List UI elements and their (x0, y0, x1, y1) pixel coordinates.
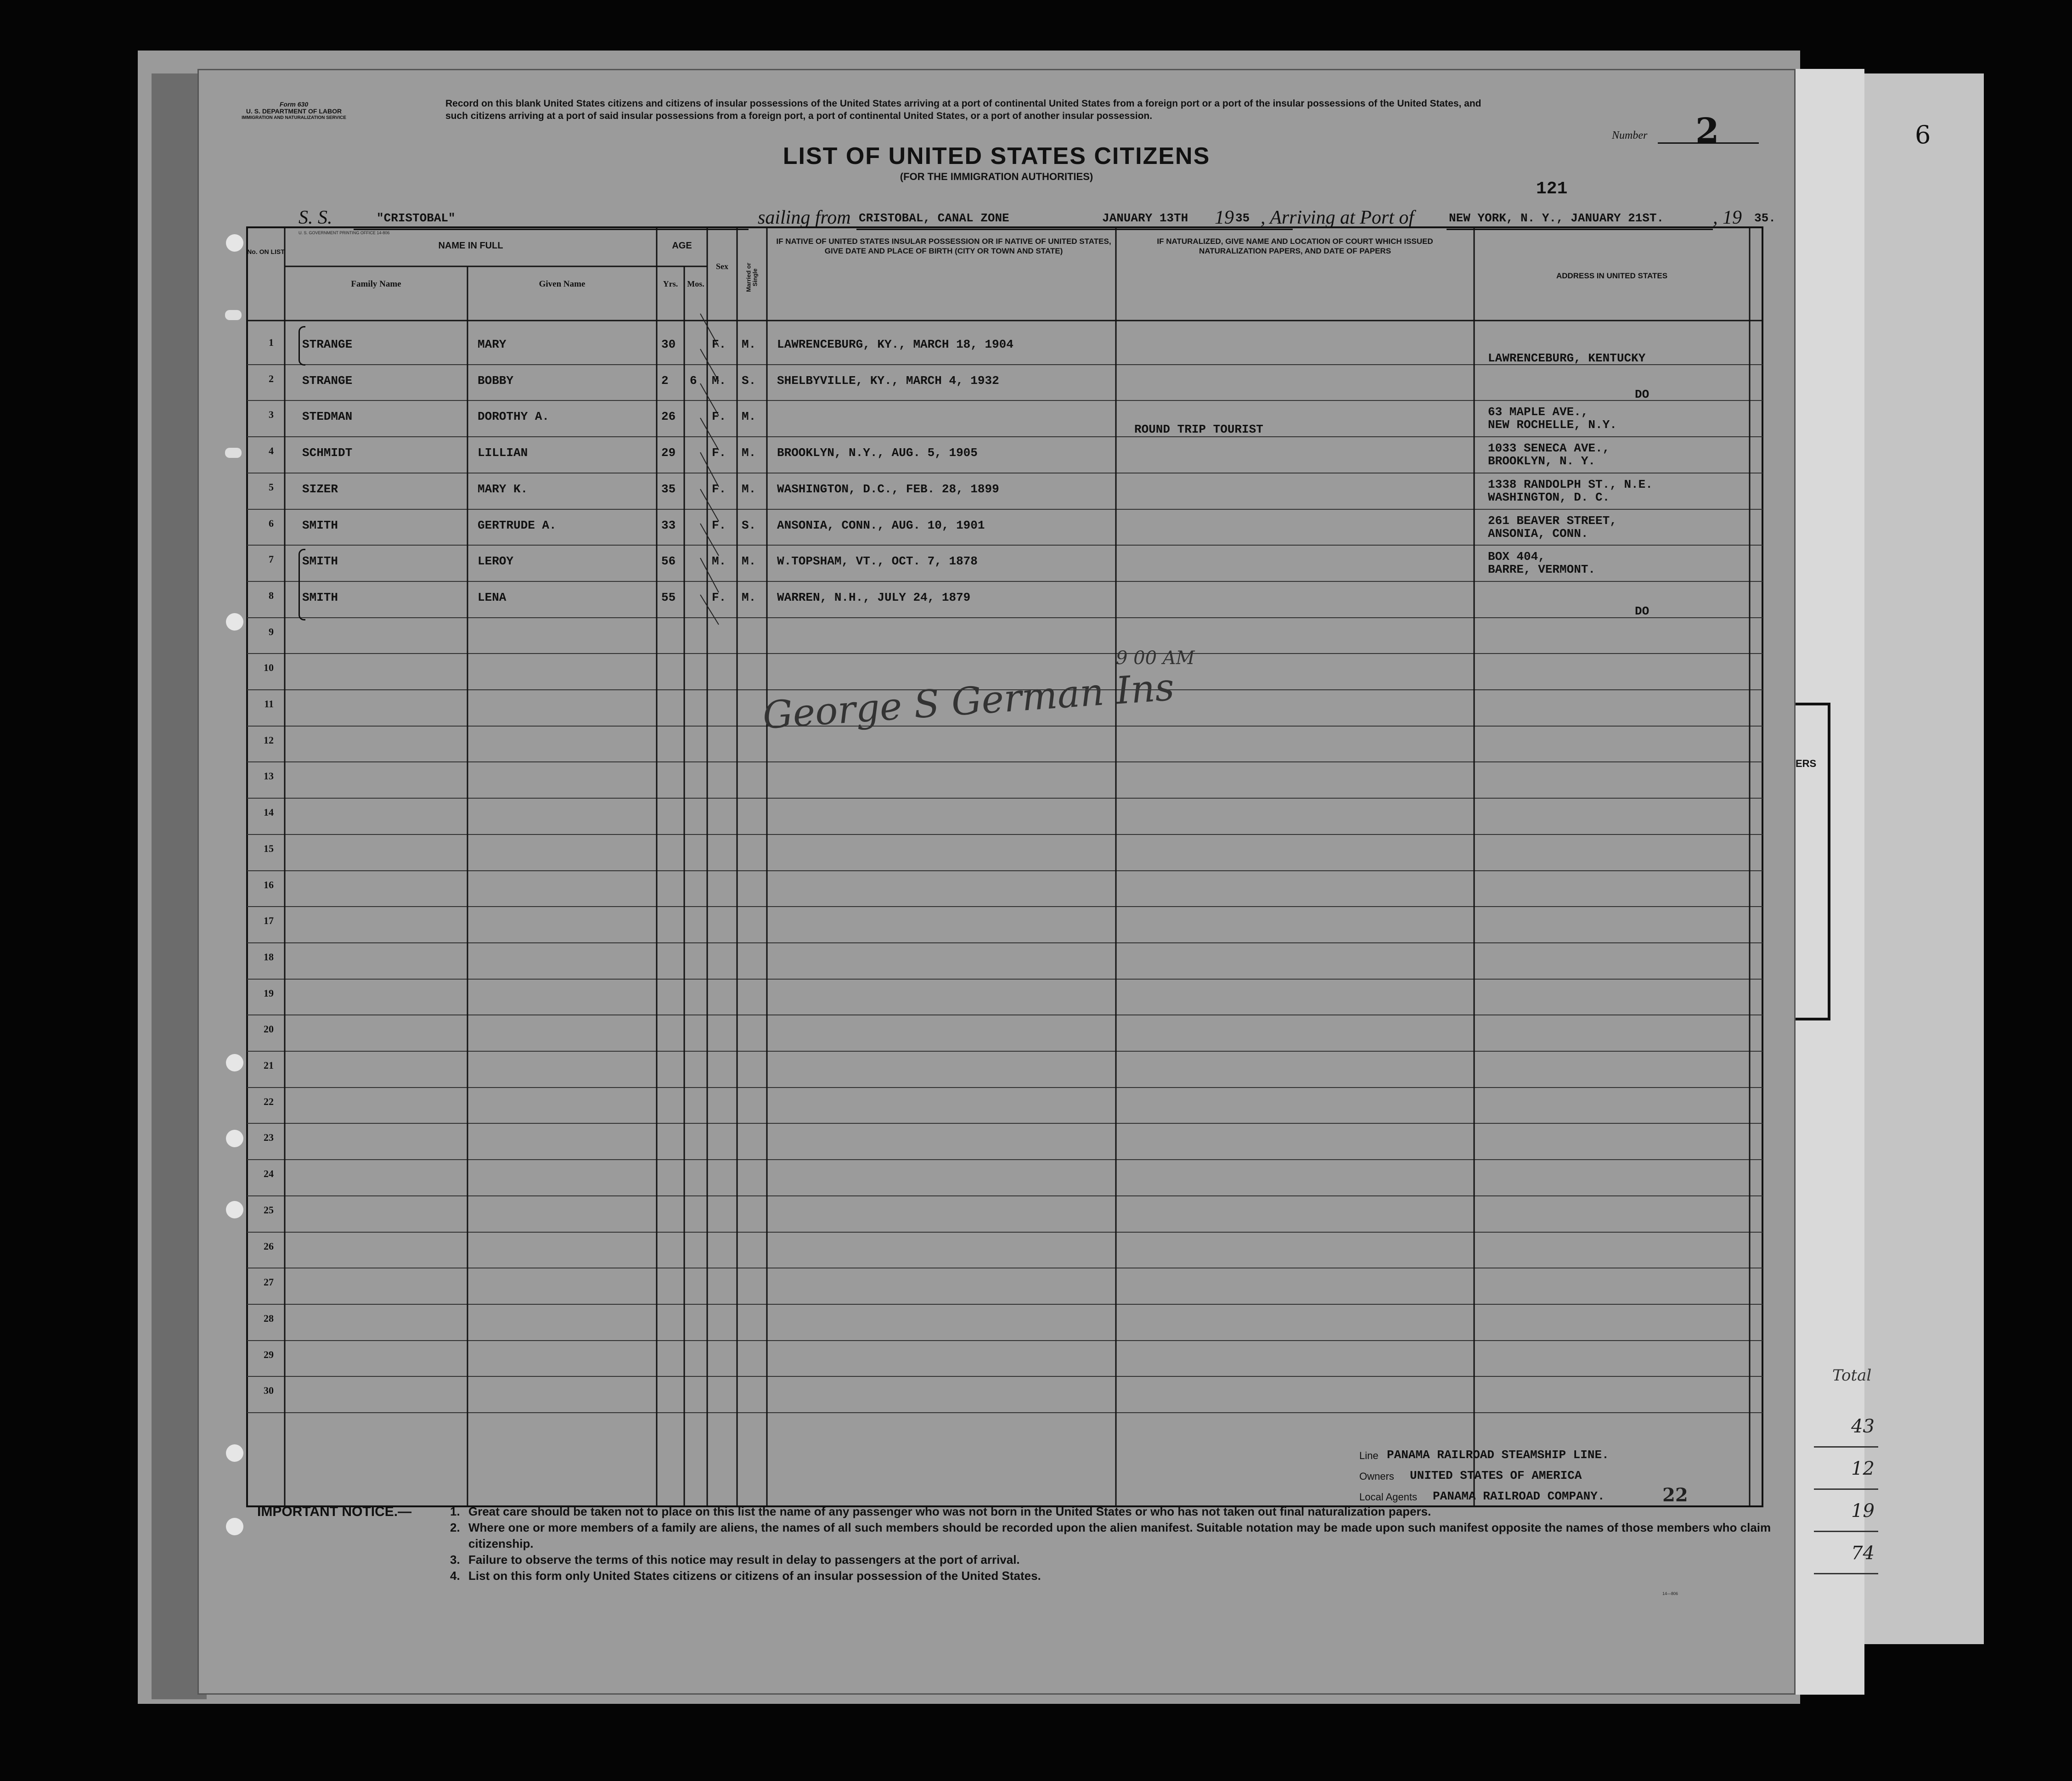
given-name-cell: MARY (478, 338, 507, 351)
side-tab-frame (1791, 703, 1830, 1020)
notice-items (450, 1504, 1782, 1584)
header-address: ADDRESS IN UNITED STATES (1556, 271, 1668, 280)
notice-number: 3. (450, 1553, 460, 1567)
agents-label: Local Agents (1359, 1491, 1417, 1503)
birth-cell: SHELBYVILLE, KY., MARCH 4, 1932 (777, 374, 999, 388)
arriving-label: , Arriving at Port of (1261, 207, 1414, 228)
row-number: 1 (269, 337, 274, 348)
notice-lead: IMPORTANT NOTICE.— (257, 1504, 412, 1519)
sail-date: JANUARY 13TH (1102, 211, 1188, 225)
marital-status-cell: M. (742, 446, 756, 460)
header-married-or-single: Married or Single (745, 263, 759, 292)
row-number: 26 (264, 1240, 274, 1252)
marital-status-cell: M. (742, 554, 756, 568)
given-name-cell: BOBBY (478, 374, 514, 388)
sex-cell: F. (712, 519, 726, 532)
address-line-2: DO (1635, 604, 1650, 618)
row-number: 25 (264, 1204, 274, 1216)
row-number: 21 (264, 1060, 274, 1071)
side-total-value: 19 (1814, 1490, 1878, 1532)
header-sex: Sex (716, 262, 728, 271)
sex-cell: F. (712, 591, 726, 604)
row-number: 20 (264, 1023, 274, 1035)
punch-hole (226, 1130, 243, 1147)
row-number: 18 (264, 951, 274, 963)
punch-hole (226, 613, 243, 631)
notice-number: 2. (450, 1521, 460, 1534)
family-name-cell: SMITH (302, 519, 338, 532)
marital-status-cell: M. (742, 591, 756, 604)
row-number: 16 (264, 879, 274, 890)
notice-number: 1. (450, 1505, 460, 1518)
row-number: 28 (264, 1313, 274, 1324)
number-label: Number (1612, 130, 1648, 141)
header-birth: IF NATIVE OF UNITED STATES INSULAR POSSESSION OR IF NATIVE OF UNITED STATES, GIVE DATE AND PLACE OF BIRTH (CITY OR TOWN AND STATE) (776, 237, 1111, 255)
address-line-2: WASHINGTON, D. C. (1488, 490, 1610, 504)
family-name-cell: SMITH (302, 591, 338, 604)
side-total-value: 12 (1814, 1448, 1878, 1490)
family-name-cell: STEDMAN (302, 410, 353, 423)
punch-hole (226, 1444, 243, 1462)
sail-year: 35 (1235, 211, 1250, 225)
manifest-page (197, 69, 1796, 1695)
age-years-cell: 56 (661, 554, 676, 568)
line-value: PANAMA RAILROAD STEAMSHIP LINE. (1387, 1448, 1609, 1462)
arrive-year: 35. (1754, 211, 1776, 225)
row-number: 2 (269, 373, 274, 384)
age-years-cell: 55 (661, 591, 676, 604)
side-tab-text: ERS (1796, 758, 1817, 769)
header-age: AGE (672, 241, 692, 251)
side-total-value: 43 (1814, 1405, 1878, 1448)
sex-cell: F. (712, 338, 726, 351)
ship-name: "CRISTOBAL" (377, 211, 456, 225)
row-number: 14 (264, 806, 274, 818)
row-number: 7 (269, 553, 274, 565)
address-line-1: 1033 SENECA AVE., (1488, 441, 1610, 455)
row-number: 3 (269, 409, 274, 420)
row-number: 30 (264, 1385, 274, 1396)
given-name-cell: MARY K. (478, 482, 528, 496)
inspector-signature: George S German Ins (761, 665, 1176, 738)
sex-cell: M. (712, 554, 726, 568)
birth-cell: LAWRENCEBURG, KY., MARCH 18, 1904 (777, 338, 1013, 351)
given-name-cell: LENA (478, 591, 507, 604)
row-number: 15 (264, 843, 274, 854)
sailing-label: sailing from (758, 207, 851, 228)
age-years-cell: 2 (661, 374, 669, 388)
address-line-2: BROOKLYN, N. Y. (1488, 454, 1596, 468)
header-mos: Mos. (687, 279, 704, 288)
address-line-2: NEW ROCHELLE, N.Y. (1488, 418, 1617, 432)
page-title: LIST OF UNITED STATES CITIZENS (783, 143, 1211, 169)
owners-value: UNITED STATES OF AMERICA (1410, 1469, 1582, 1482)
age-years-cell: 30 (661, 338, 676, 351)
row-number: 11 (264, 698, 274, 710)
marital-status-cell: S. (742, 519, 756, 532)
row-number: 27 (264, 1276, 274, 1288)
binding-clip (225, 310, 242, 320)
marital-status-cell: M. (742, 482, 756, 496)
notice-text: List on this form only United States citizens or citizens of an insular possession of the United States. (468, 1569, 1041, 1583)
notice-item (450, 1568, 1782, 1584)
row-number: 6 (269, 518, 274, 529)
notice-text: Failure to observe the terms of this notice may result in delay to passengers at the port of arrival. (468, 1553, 1020, 1567)
sex-cell: F. (712, 482, 726, 496)
address-line-2: DO (1635, 388, 1650, 401)
address-line-1: 261 BEAVER STREET, (1488, 514, 1617, 528)
record-instructions: Record on this blank United States citizens and citizens of insular possessions of the United States arriving at a port of continental United States from a foreign port or a port of the insular possessions of the United States, and such citizens arriving at a port of said insular possessions from a foreign port, a port of continental United States, or a port of another insular possession. (445, 98, 1481, 121)
notice-text: Great care should be taken not to place on this list the name of any passenger who was not born in the United States or who has not taken out final naturalization papers. (468, 1505, 1431, 1518)
side-page-number: 6 (1915, 120, 1931, 149)
row-number: 17 (264, 915, 274, 926)
marital-status-cell: M. (742, 410, 756, 423)
age-years-cell: 35 (661, 482, 676, 496)
age-months-cell: 6 (690, 374, 697, 388)
line-label: Line (1359, 1450, 1379, 1461)
row-number: 8 (269, 590, 274, 601)
side-total-label: Total (1832, 1366, 1872, 1385)
family-name-cell: SCHMIDT (302, 446, 353, 460)
row-number: 4 (269, 445, 274, 457)
family-name-cell: SMITH (302, 554, 338, 568)
address-line-2: LAWRENCEBURG, KENTUCKY (1488, 351, 1646, 365)
header-yrs: Yrs. (663, 279, 678, 288)
side-totals (1814, 1405, 1878, 1574)
form-number: Form 630 (279, 101, 309, 108)
list-number-value: 2 (1695, 111, 1719, 151)
list-serial-number: 121 (1536, 179, 1568, 199)
notice-text: Where one or more members of a family are aliens, the names of all such members should be recorded upon the alien manifest. Suitable notation may be made upon such manifest opposite the names of those members who claim citizenship. (468, 1521, 1771, 1550)
marital-status-cell: S. (742, 374, 756, 388)
naturalization-cell: ROUND TRIP TOURIST (1134, 423, 1263, 436)
address-line-1: BOX 404, (1488, 550, 1545, 564)
notice-item (450, 1504, 1782, 1520)
header-given-name: Given Name (539, 279, 586, 289)
row-number: 9 (269, 626, 274, 637)
from-port: CRISTOBAL, CANAL ZONE (859, 211, 1009, 225)
row-number: 12 (264, 734, 274, 746)
binding-clip (225, 448, 242, 458)
family-name-cell: STRANGE (302, 374, 353, 388)
sex-cell: F. (712, 446, 726, 460)
row-number: 23 (264, 1132, 274, 1143)
year-prefix: 19 (1215, 207, 1234, 228)
given-name-cell: GERTRUDE A. (478, 519, 557, 532)
row-number: 10 (264, 662, 274, 673)
department-name: U. S. DEPARTMENT OF LABOR (246, 107, 342, 115)
row-number: 19 (264, 987, 274, 999)
given-name-cell: LILLIAN (478, 446, 528, 460)
address-line-1: 63 MAPLE AVE., (1488, 405, 1588, 419)
age-years-cell: 29 (661, 446, 676, 460)
page-subtitle: (FOR THE IMMIGRATION AUTHORITIES) (900, 171, 1093, 182)
form-code: 14—806 (1662, 1591, 1678, 1596)
ss-label: S. S. (298, 207, 332, 228)
family-brace (298, 326, 305, 366)
sex-cell: M. (712, 374, 726, 388)
row-number: 29 (264, 1349, 274, 1360)
age-years-cell: 33 (661, 519, 676, 532)
owners-label: Owners (1359, 1471, 1394, 1482)
birth-cell: ANSONIA, CONN., AUG. 10, 1901 (777, 519, 985, 532)
side-total-value: 74 (1814, 1532, 1878, 1574)
given-name-cell: LEROY (478, 554, 514, 568)
row-number: 13 (264, 770, 274, 782)
header-name-in-full: NAME IN FULL (438, 241, 503, 251)
birth-cell: BROOKLYN, N.Y., AUG. 5, 1905 (777, 446, 978, 460)
family-brace (298, 549, 305, 620)
marital-status-cell: M. (742, 338, 756, 351)
to-port: NEW YORK, N. Y., JANUARY 21ST. (1449, 211, 1664, 225)
punch-hole (226, 234, 243, 252)
address-line-2: BARRE, VERMONT. (1488, 563, 1596, 576)
punch-hole (226, 1054, 243, 1071)
page-count: 22 (1662, 1484, 1688, 1506)
header-no-on-list: No. ON LIST (247, 248, 285, 255)
birth-cell: WASHINGTON, D.C., FEB. 28, 1899 (777, 482, 999, 496)
age-years-cell: 26 (661, 410, 676, 423)
row-number: 24 (264, 1168, 274, 1179)
punch-hole (226, 1201, 243, 1218)
family-name-cell: STRANGE (302, 338, 353, 351)
notice-number: 4. (450, 1569, 460, 1583)
header-naturalized: IF NATURALIZED, GIVE NAME AND LOCATION OF COURT WHICH ISSUED NATURALIZATION PAPERS, AND DATE OF PAPERS (1157, 237, 1433, 255)
address-line-2: ANSONIA, CONN. (1488, 527, 1588, 541)
address-line-1: 1338 RANDOLPH ST., N.E. (1488, 478, 1653, 491)
header-family-name: Family Name (351, 279, 401, 289)
birth-cell: W.TOPSHAM, VT., OCT. 7, 1878 (777, 554, 978, 568)
family-name-cell: SIZER (302, 482, 338, 496)
row-number: 22 (264, 1096, 274, 1107)
punch-hole (226, 1518, 243, 1535)
notice-item (450, 1520, 1782, 1552)
agents-value: PANAMA RAILROAD COMPANY. (1433, 1489, 1605, 1503)
service-name: IMMIGRATION AND NATURALIZATION SERVICE (242, 115, 346, 120)
birth-cell: WARREN, N.H., JULY 24, 1879 (777, 591, 971, 604)
given-name-cell: DOROTHY A. (478, 410, 550, 423)
row-number: 5 (269, 481, 274, 493)
notice-item (450, 1552, 1782, 1568)
arrive-year-prefix: , 19 (1713, 207, 1742, 228)
signature-time: 9 00 AM (1116, 648, 1195, 669)
sex-cell: F. (712, 410, 726, 423)
print-note: U. S. GOVERNMENT PRINTING OFFICE 14-806 (298, 231, 390, 235)
